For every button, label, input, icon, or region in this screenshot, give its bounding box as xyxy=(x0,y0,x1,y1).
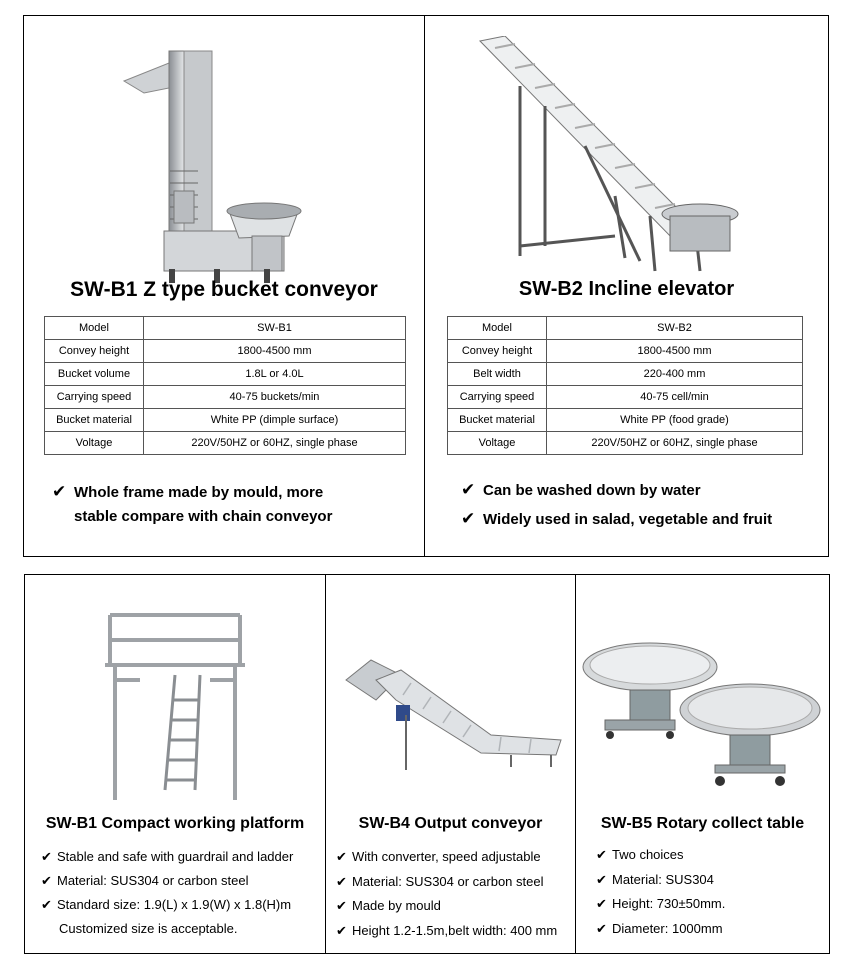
check-icon: ✔ xyxy=(596,896,607,911)
platform-note: Customized size is acceptable. xyxy=(59,921,238,936)
bullet-item: ✔ Two choices xyxy=(596,843,725,868)
bullet-item: ✔ Standard size: 1.9(L) x 1.9(W) x 1.8(H)m xyxy=(41,893,293,917)
check-icon: ✔ xyxy=(461,480,476,499)
spec-value: 1.8L or 4.0L xyxy=(144,363,406,386)
bullet-item: ✔ Widely used in salad, vegetable and fruit xyxy=(461,505,772,534)
sw-b2-spec-table xyxy=(447,316,803,455)
spec-label: Belt width xyxy=(448,363,547,386)
bullet-item: ✔ Material: SUS304 or carbon steel xyxy=(336,870,557,895)
spec-row xyxy=(448,317,803,340)
spec-value: White PP (dimple surface) xyxy=(144,409,406,432)
check-icon: ✔ xyxy=(41,873,52,888)
bullet-item: ✔ Whole frame made by mould, more xyxy=(52,480,332,505)
spec-row xyxy=(448,409,803,432)
check-icon: ✔ xyxy=(336,898,347,913)
spec-label: Bucket volume xyxy=(45,363,144,386)
sw-b4-bullets xyxy=(336,845,557,943)
bullet-item: ✔ With converter, speed adjustable xyxy=(336,845,557,870)
spec-row xyxy=(448,340,803,363)
bullet-item: ✔ Made by mould xyxy=(336,894,557,919)
platform-title: SW-B1 Compact working platform xyxy=(45,815,305,832)
spec-label: Bucket material xyxy=(45,409,144,432)
spec-row xyxy=(448,363,803,386)
check-icon: ✔ xyxy=(41,897,52,912)
sw-b2-bullets xyxy=(461,476,772,534)
spec-label: Bucket material xyxy=(448,409,547,432)
check-icon: ✔ xyxy=(336,849,347,864)
spec-label: Model xyxy=(448,317,547,340)
output-conveyor-image xyxy=(341,655,566,775)
sw-b1-bullets xyxy=(52,480,332,529)
check-icon: ✔ xyxy=(596,920,607,936)
sw-b2-title: SW-B2 Incline elevator xyxy=(518,278,735,300)
check-icon: ✔ xyxy=(596,847,607,862)
spec-value: SW-B2 xyxy=(547,317,803,340)
spec-value: 220V/50HZ or 60HZ, single phase xyxy=(547,432,803,455)
platform-bullets xyxy=(41,845,293,941)
bullet-item-continued: stable compare with chain conveyor xyxy=(74,508,333,525)
spec-value: 220V/50HZ or 60HZ, single phase xyxy=(144,432,406,455)
spec-value: 40-75 buckets/min xyxy=(144,386,406,409)
bucket-conveyor-image xyxy=(114,31,324,291)
spec-value: 1800-4500 mm xyxy=(547,340,803,363)
rotary-table-image xyxy=(580,635,825,795)
panel-working-platform xyxy=(24,574,326,954)
check-icon: ✔ xyxy=(41,849,52,864)
panel-sw-b4 xyxy=(325,574,576,954)
bullet-item: ✔ Stable and safe with guardrail and ladder xyxy=(41,845,293,869)
spec-label: Model xyxy=(45,317,144,340)
check-icon: ✔ xyxy=(336,922,347,938)
spec-label: Voltage xyxy=(448,432,547,455)
bullet-item: ✔ Material: SUS304 xyxy=(596,868,725,893)
check-icon: ✔ xyxy=(461,509,476,528)
panel-sw-b5 xyxy=(575,574,830,954)
spec-row xyxy=(448,386,803,409)
spec-row xyxy=(45,317,406,340)
panel-sw-b1 xyxy=(23,15,425,557)
bullet-item: ✔ Material: SUS304 or carbon steel xyxy=(41,869,293,893)
spec-row xyxy=(45,340,406,363)
check-icon: ✔ xyxy=(596,871,607,887)
sw-b1-spec-table xyxy=(44,316,406,455)
spec-label: Carrying speed xyxy=(448,386,547,409)
spec-label: Convey height xyxy=(448,340,547,363)
spec-value: SW-B1 xyxy=(144,317,406,340)
spec-label: Carrying speed xyxy=(45,386,144,409)
bullet-item: ✔ Diameter: 1000mm xyxy=(596,917,725,942)
check-icon: ✔ xyxy=(336,873,347,889)
sw-b4-title: SW-B4 Output conveyor xyxy=(358,815,543,832)
panel-sw-b2 xyxy=(424,15,829,557)
spec-value: 220-400 mm xyxy=(547,363,803,386)
sw-b5-title: SW-B5 Rotary collect table xyxy=(600,815,805,832)
bullet-item: ✔ Can be washed down by water xyxy=(461,476,772,505)
spec-row xyxy=(448,432,803,455)
spec-label: Convey height xyxy=(45,340,144,363)
working-platform-image xyxy=(100,605,255,805)
bullet-item: ✔ Height 1.2-1.5m,belt width: 400 mm xyxy=(336,919,557,944)
sw-b1-title: SW-B1 Z type bucket conveyor xyxy=(70,278,378,301)
spec-row xyxy=(45,432,406,455)
spec-label: Voltage xyxy=(45,432,144,455)
sw-b5-bullets xyxy=(596,843,725,941)
spec-value: 40-75 cell/min xyxy=(547,386,803,409)
spec-row xyxy=(45,386,406,409)
spec-value: 1800-4500 mm xyxy=(144,340,406,363)
bullet-item: ✔ Height: 730±50mm. xyxy=(596,892,725,917)
spec-value: White PP (food grade) xyxy=(547,409,803,432)
spec-row xyxy=(45,409,406,432)
spec-row xyxy=(45,363,406,386)
check-icon: ✔ xyxy=(52,482,67,501)
incline-elevator-image xyxy=(475,36,745,276)
